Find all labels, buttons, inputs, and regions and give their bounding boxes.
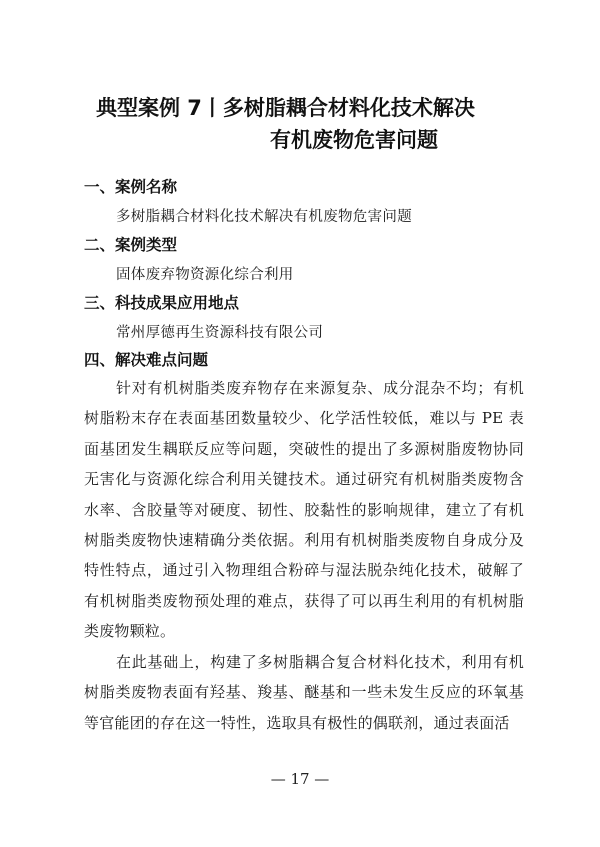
section-heading: 四、解决难点问题: [84, 351, 209, 369]
section-case-type: [84, 234, 524, 286]
body-paragraph-1: 针对有机树脂类废弃物存在来源复杂、成分混杂不均；有机树脂粉末存在表面基团数量较少、化学活性较低，难以与 PE 表面基团发生耦联反应等问题，突破性的提出了多源树脂废物协同无害化与资源化综合利用关键技术。通过研究有机树脂类废物含水率、含胶量等对硬度、韧性、胶黏性的影响规律，建立了有机树脂类废物快速精确分类依据。利用有机树脂类废物自身成分及特性特点，通过引入物理组合粉碎与湿法脱杂纯化技术，破解了有机树脂类废物预处理的难点，获得了可以再生利用的有机树脂类废物颗粒。: [84, 379, 524, 641]
document-title: [96, 92, 556, 156]
title-line-2: 有机废物危害问题: [270, 128, 438, 152]
section-content: 常州厚德再生资源科技有限公司: [116, 325, 324, 341]
section-application-site: [84, 292, 524, 344]
section-heading: 二、案例类型: [84, 236, 178, 254]
section-content: 多树脂耦合材料化技术解决有机废物危害问题: [116, 209, 412, 225]
section-content: 固体废弃物资源化综合利用: [116, 267, 294, 283]
body-paragraph-2: 在此基础上，构建了多树脂耦合复合材料化技术，利用有机树脂类废物表面有羟基、羧基、醚基和一些未发生反应的环氧基等官能团的存在这一特性，选取具有极性的偶联剂，通过表面活: [84, 653, 524, 732]
section-heading: 一、案例名称: [84, 178, 178, 196]
section-problems: [84, 349, 524, 371]
title-line-1: 典型案例 7丨多树脂耦合材料化技术解决: [96, 96, 475, 120]
section-case-name: [84, 176, 524, 228]
section-heading: 三、科技成果应用地点: [84, 294, 240, 312]
page-number: — 17 —: [270, 770, 330, 788]
